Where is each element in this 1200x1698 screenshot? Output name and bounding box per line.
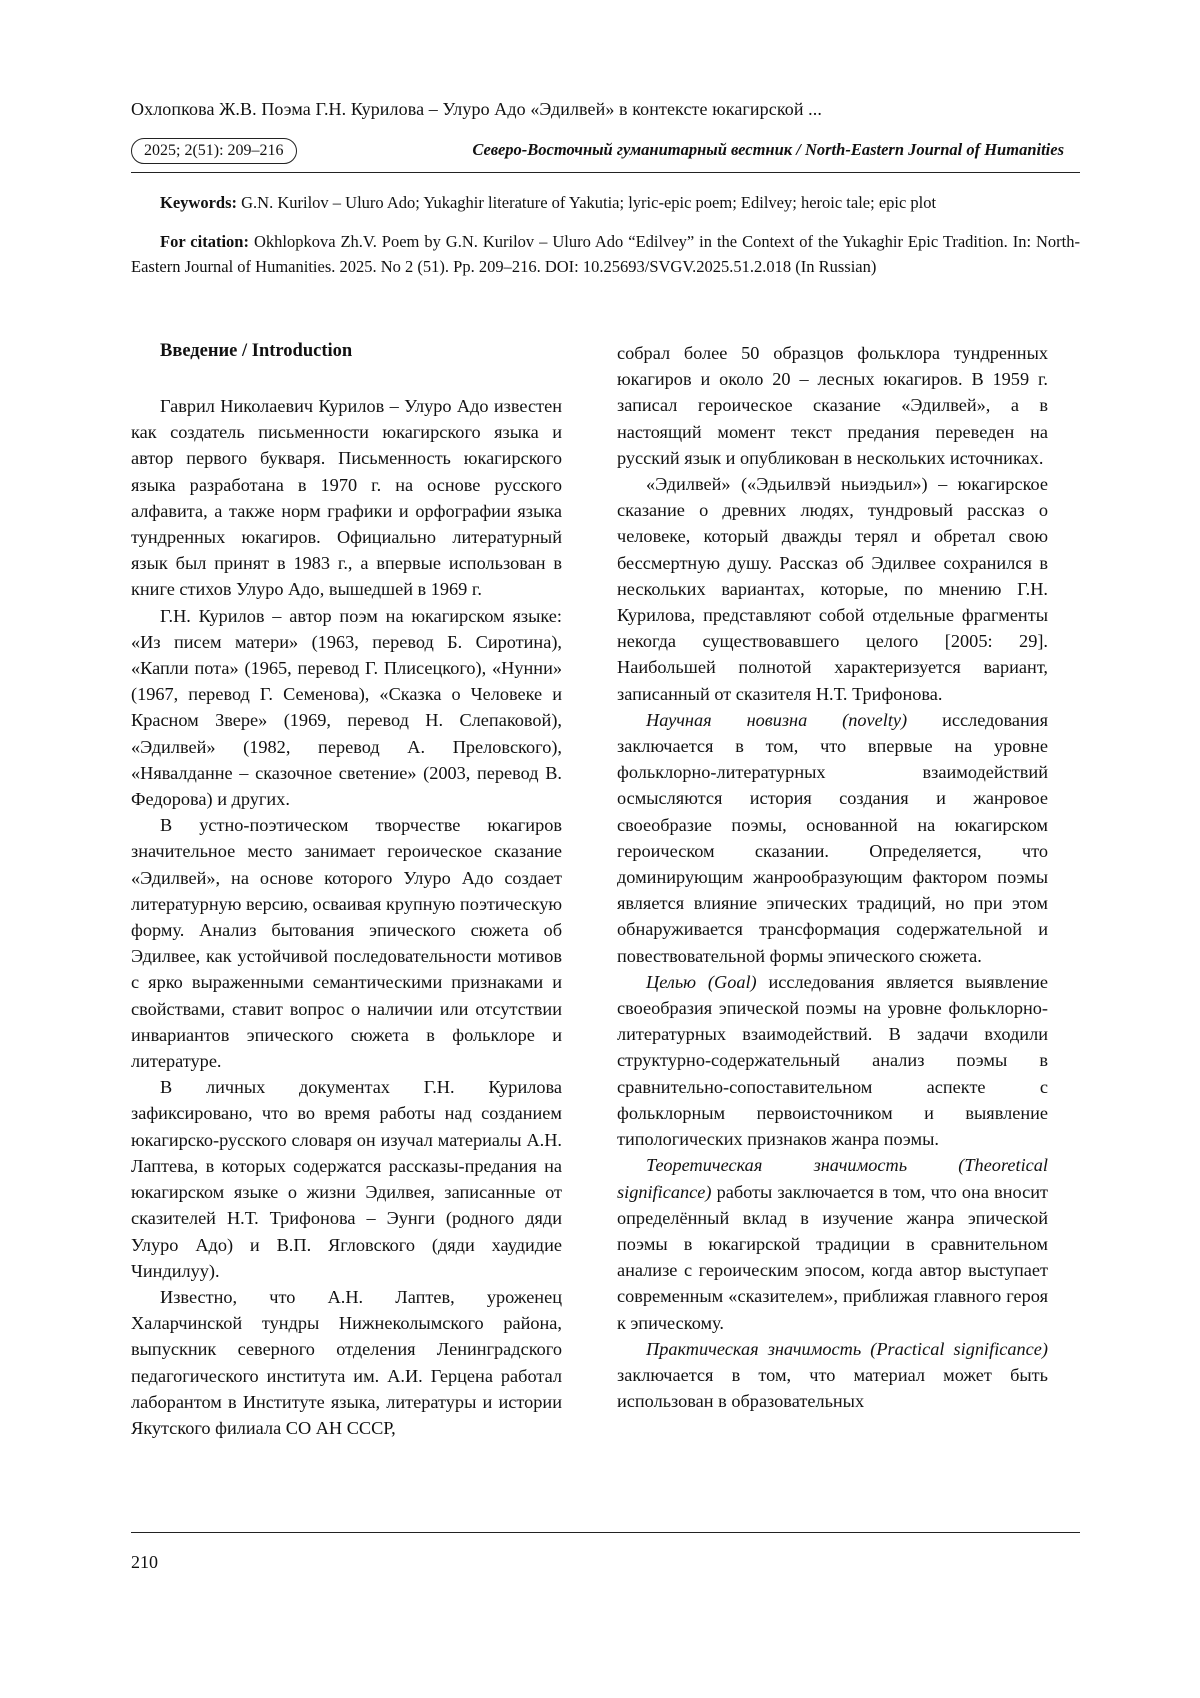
paragraph — [617, 1152, 1048, 1335]
theoretical-term: Теоретическая значимость (Theoretical significance) — [617, 1155, 1048, 1202]
paragraph-text: исследования заключается в том, что впервые на уровне фольклорно-литературных взаимодействий осмысляются история создания и жанровое своеобразие поэмы, основанной на юкагирском героическом сказании. Определяется, что доминирующим жанрообразующим фактором поэмы является влияние эпических традиций, но при этом обнаруживается трансформация содержательной и повествовательной формы эпического сюжета. — [617, 709, 1048, 966]
header-rule — [131, 172, 1080, 173]
left-column — [131, 340, 562, 1441]
running-title: Охлопкова Ж.В. Поэма Г.Н. Курилова – Улуро Адо «Эдилвей» в контексте юкагирской ... — [131, 99, 822, 119]
issue-row — [131, 134, 1080, 166]
novelty-term: Научная новизна (novelty) — [646, 709, 908, 730]
keywords-text: G.N. Kurilov – Uluro Ado; Yukaghir literature of Yakutia; lyric-epic poem; Edilvey; heroic tale; epic plot — [241, 193, 937, 212]
page-number: 210 — [131, 1552, 158, 1572]
paragraph — [617, 707, 1048, 969]
paragraph — [617, 969, 1048, 1152]
paragraph: В личных документах Г.Н. Курилова зафиксировано, что во время работы над созданием юкагирско-русского словаря он изучал материалы А.Н. Лаптева, в которых содержатся рассказы-предания на юкагирском языке о жизни Эдилвея, записанные от сказителей Н.Т. Трифонова – Эунги (родного дяди Улуро Адо) и В.П. Ягловского (дяди хаудидие Чиндилуу). — [131, 1077, 562, 1281]
paragraph-text: исследования является выявление своеобразия эпической поэмы на уровне фольклорно-литературных взаимодействий. В задачи входили структурно-содержательный анализ поэмы в сравнительно-сопоставительном аспекте с фольклорным первоисточником и выявление типологических признаков жанра поэмы. — [617, 971, 1048, 1150]
keywords-label: Keywords: — [160, 193, 237, 212]
paragraph — [617, 1336, 1048, 1415]
journal-name: Северо-Восточный гуманитарный вестник / North-Eastern Journal of Humanities — [472, 140, 1064, 159]
section-heading: Введение / Introduction — [160, 341, 353, 361]
paragraph: Известно, что А.Н. Лаптев, уроженец Халарчинской тундры Нижнеколымского района, выпускник северного отделения Ленинградского педагогического института им. А.И. Герцена работал лаборантом в Институте языка, литературы и истории Якутского филиала СО АН СССР, — [131, 1286, 562, 1438]
practical-term: Практическая значимость (Practical significance) — [646, 1338, 1048, 1359]
keywords — [131, 190, 1080, 215]
paragraph: Гаврил Николаевич Курилов – Улуро Адо известен как создатель письменности юкагирского языка и автор первого букваря. Письменность юкагирского языка разработана в 1970 г. на основе русского алфавита, а также норм графики и орфографии языка тундренных юкагиров. Официально литературный язык был принят в 1983 г., а впервые использован в книге стихов Улуро Адо, вышедшей в 1969 г. — [131, 396, 562, 600]
paragraph: «Эдилвей» («Эдьилвэй ньиэдьил») – юкагирское сказание о древних людях, тундровый рассказ о человеке, который дважды терял и обретал свою бессмертную душу. Рассказ об Эдилвее сохранился в нескольких вариантах, которые, по мнению Г.Н. Курилова, представляют собой отдельные фрагменты некогда существовавшего целого [2005: 29]. Наибольшей полнотой характеризуется вариант, записанный от сказителя Н.Т. Трифонова. — [617, 474, 1048, 704]
paragraph: Г.Н. Курилов – автор поэм на юкагирском языке: «Из писем матери» (1963, перевод Б. Сиротина), «Капли пота» (1965, перевод Г. Плисецкого), «Нунни» (1967, перевод Г. Семенова), «Сказка о Человеке и Красном Звере» (1969, перевод Н. Слепаковой), «Эдилвей» (1982, перевод А. Преловского), «Нявалданне – сказочное светение» (2003, перевод В. Федорова) и других. — [131, 605, 562, 810]
right-column — [617, 340, 1048, 1414]
goal-term: Целью (Goal) — [646, 971, 757, 992]
footer-rule — [131, 1532, 1080, 1533]
paragraph: В устно-поэтическом творчестве юкагиров значительное место занимает героическое сказание «Эдилвей», на основе которого Улуро Адо создает литературную версию, осваивая крупную поэтическую форму. Анализ бытования эпического сюжета об Эдилвее, как устойчивой последовательности мотивов с ярко выраженными семантическими признаками и свойствами, ставит вопрос о наличии или отсутствии инвариантов эпического сюжета в фольклоре и литературе. — [131, 815, 562, 1072]
issue-badge: 2025; 2(51): 209–216 — [131, 138, 297, 164]
paragraph-text: заключается в том, что материал может быть использован в образовательных — [617, 1364, 1048, 1412]
paragraph: собрал более 50 образцов фольклора тундренных юкагиров и около 20 – лесных юкагиров. В 1959 г. записал героическое сказание «Эдилвей», а в настоящий момент текст предания переведен на русский язык и опубликован в нескольких источниках. — [617, 343, 1048, 468]
citation — [131, 229, 1080, 279]
citation-label: For citation: — [160, 232, 249, 251]
citation-text: Okhlopkova Zh.V. Poem by G.N. Kurilov – Uluro Ado “Edilvey” in the Context of the Yukaghir Epic Tradition. In: North-Eastern Journal of Humanities. 2025. No 2 (51). Pp. 209–216. DOI: 10.25693/SVGV.2025.51.2.018 (In Russian) — [131, 232, 1081, 276]
paragraph-text: работы заключается в том, что она вносит определённый вклад в изучение жанра эпической поэмы в юкагирской традиции в сравнительном анализе с героическим эпосом, когда автор выступает современным «сказителем», приближая главного героя к эпическому. — [617, 1181, 1048, 1333]
